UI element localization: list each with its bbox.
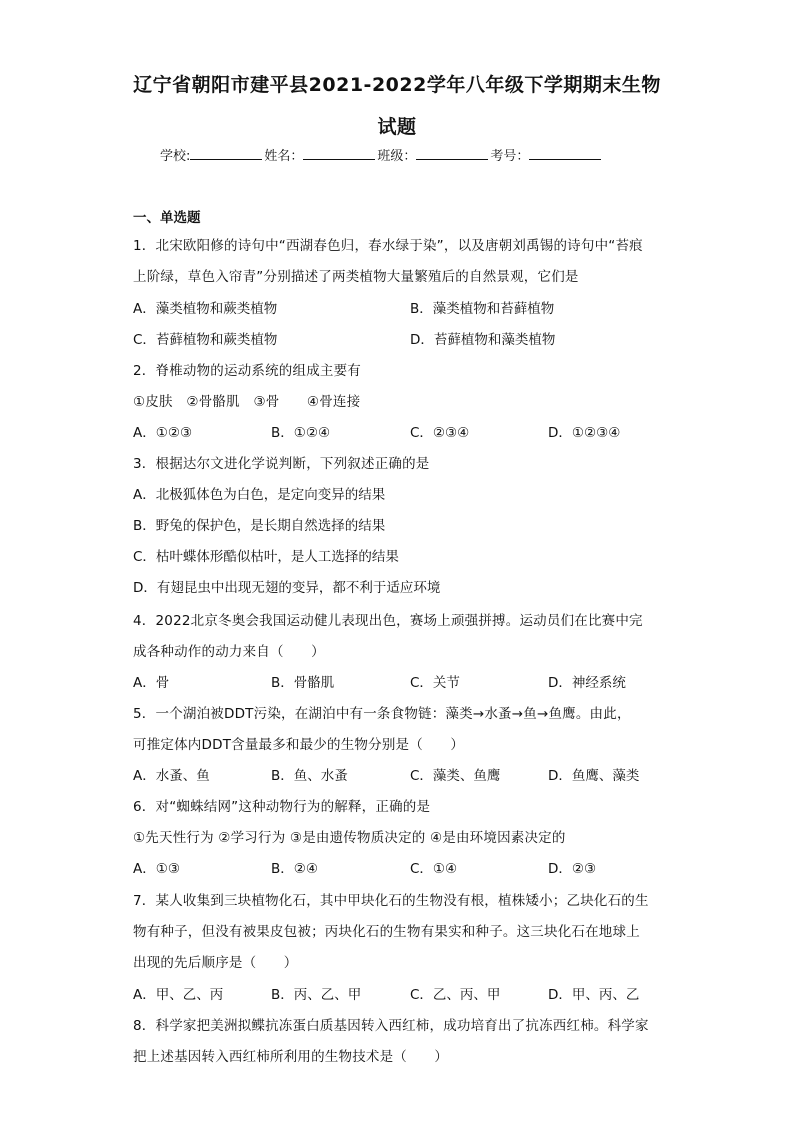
name-blank — [303, 147, 375, 160]
question-5-option-c: C．藻类、鱼鹰 — [410, 768, 501, 784]
student-info-row — [160, 145, 640, 164]
question-4-option-a: A．骨 — [133, 675, 170, 691]
question-7-option-b: B．丙、乙、甲 — [271, 987, 362, 1003]
question-3-option-c: C．枯叶蝶体形酷似枯叶，是人工选择的结果 — [133, 549, 399, 565]
question-6-option-d: D．②③ — [548, 861, 597, 877]
question-6-text: 6．对“蜘蛛结网”这种动物行为的解释，正确的是 — [133, 799, 431, 815]
question-3-text: 3．根据达尔文进化学说判断，下列叙述正确的是 — [133, 456, 430, 472]
question-1-option-d: D．苔藓植物和藻类植物 — [410, 332, 556, 348]
section-heading: 一、单选题 — [133, 210, 201, 226]
question-2-items: ①皮肤 ②骨骼肌 ③骨 ④骨连接 — [133, 394, 361, 410]
question-7-option-d: D．甲、丙、乙 — [548, 987, 640, 1003]
number-blank — [529, 147, 601, 160]
question-4-text: 4．2022北京冬奥会我国运动健儿表现出色，赛场上顽强拼搏。运动员们在比赛中完 — [133, 613, 643, 629]
question-4-option-c: C．关节 — [410, 675, 460, 691]
question-5-text: 5．一个湖泊被DDT污染，在湖泊中有一条食物链：藻类→水蚤→鱼→鱼鹰。由此， — [133, 706, 631, 722]
question-1-option-a: A．藻类植物和蕨类植物 — [133, 301, 278, 317]
question-8-text: 把上述基因转入西红柿所利用的生物技术是（ ） — [133, 1049, 449, 1065]
school-blank — [190, 147, 262, 160]
question-7-text: 7．某人收集到三块植物化石，其中甲块化石的生物没有根，植株矮小；乙块化石的生 — [133, 893, 649, 909]
question-1-option-c: C．苔藓植物和蕨类植物 — [133, 332, 278, 348]
question-6-option-a: A．①③ — [133, 861, 180, 877]
question-2-text: 2．脊椎动物的运动系统的组成主要有 — [133, 363, 361, 379]
class-blank — [416, 147, 488, 160]
exam-title-continued: 试题 — [377, 116, 417, 138]
number-label: 考号： — [490, 149, 530, 164]
question-4-option-d: D．神经系统 — [548, 675, 626, 691]
question-6-items: ①先天性行为 ②学习行为 ③是由遗传物质决定的 ④是由环境因素决定的 — [133, 830, 566, 846]
school-label: 学校: — [160, 149, 191, 164]
exam-title: 辽宁省朝阳市建平县2021-2022学年八年级下学期期末生物 — [133, 74, 661, 96]
question-2-option-b: B．①②④ — [271, 425, 331, 441]
question-1-option-b: B．藻类植物和苔藓植物 — [410, 301, 555, 317]
question-3-option-d: D．有翅昆虫中出现无翅的变异，都不利于适应环境 — [133, 580, 441, 596]
question-3-option-a: A．北极狐体色为白色，是定向变异的结果 — [133, 487, 386, 503]
question-2-option-d: D．①②③④ — [548, 425, 621, 441]
question-2-option-a: A．①②③ — [133, 425, 193, 441]
question-2-option-c: C．②③④ — [410, 425, 470, 441]
question-7-option-c: C．乙、丙、甲 — [410, 987, 501, 1003]
question-7-option-a: A．甲、乙、丙 — [133, 987, 224, 1003]
question-7-text: 出现的先后顺序是（ ） — [133, 955, 298, 971]
question-5-option-a: A．水蚤、鱼 — [133, 768, 210, 784]
question-5-option-b: B．鱼、水蚤 — [271, 768, 348, 784]
question-3-option-b: B．野兔的保护色，是长期自然选择的结果 — [133, 518, 386, 534]
question-4-option-b: B．骨骼肌 — [271, 675, 335, 691]
class-label: 班级： — [377, 149, 417, 164]
question-5-option-d: D．鱼鹰、藻类 — [548, 768, 640, 784]
question-7-text: 物有种子，但没有被果皮包被；丙块化石的生物有果实和种子。这三块化石在地球上 — [133, 924, 640, 940]
question-5-text: 可推定体内DDT含量最多和最少的生物分别是（ ） — [133, 737, 465, 753]
question-6-option-b: B．②④ — [271, 861, 318, 877]
question-1-text: 1．北宋欧阳修的诗句中“西湖春色归，春水绿于染”，以及唐朝刘禹锡的诗句中“苔痕 — [133, 238, 643, 254]
question-8-text: 8．科学家把美洲拟鲽抗冻蛋白质基因转入西红柿，成功培育出了抗冻西红柿。科学家 — [133, 1018, 649, 1034]
name-label: 姓名： — [264, 149, 304, 164]
question-6-option-c: C．①④ — [410, 861, 458, 877]
question-1-text: 上阶绿，草色入帘青”分别描述了两类植物大量繁殖后的自然景观，它们是 — [133, 269, 579, 285]
question-4-text: 成各种动作的动力来自（ ） — [133, 644, 325, 660]
